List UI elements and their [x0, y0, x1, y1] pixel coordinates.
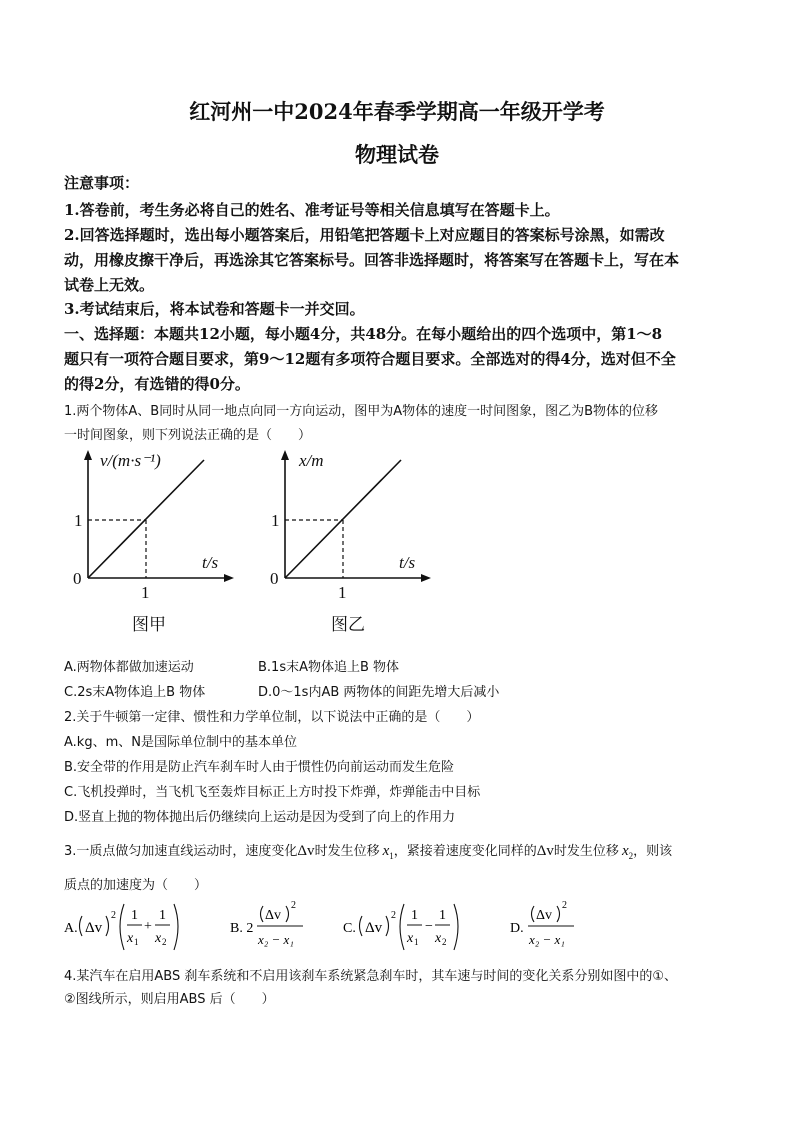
q4-stem-line-1: 4.某汽车在启用ABS 刹车系统和不启用该刹车系统紧急刹车时，其车速与时间的变化关系分别如图中的①、 — [64, 969, 678, 984]
q3-b-square: 2 — [291, 900, 296, 911]
q2-option-d: D.竖直上抛的物体抛出后仍继续向上运动是因为受到了向上的作用力 — [64, 810, 456, 825]
q1-stem-line-1: 1.两个物体A、B同时从同一地点向同一方向运动，图甲为A物体的速度一时间图象，图乙为B物体的位移 — [64, 404, 659, 419]
q3-b-den: x₂ − x₁ — [258, 932, 294, 947]
q3-a-den2: x — [155, 931, 162, 946]
q3-a-lparen — [80, 916, 83, 936]
graph-jia-x-tick: 1 — [141, 583, 150, 602]
q3-c-rparen — [386, 916, 389, 936]
q2-stem: 2.关于牛顿第一定律、惯性和力学单位制，以下说法中正确的是（ ） — [64, 710, 480, 725]
q3-a-square: 2 — [111, 910, 116, 921]
q3-stem-part-e: ，则该 — [633, 844, 673, 859]
graph-yi-line — [285, 460, 401, 578]
q3-x2 — [622, 843, 633, 859]
q3-a-den1: x — [127, 931, 134, 946]
q3-c-den1-sub: 1 — [414, 937, 419, 947]
q3-a-big-lparen — [120, 904, 124, 950]
graph-yi-x-arrow — [421, 574, 431, 582]
graph-jia-line — [88, 460, 204, 578]
notice-item-3: 3.考试结束后，将本试卷和答题卡一并交回。 — [64, 300, 365, 318]
q3-b-rparen — [286, 906, 289, 922]
section-1-line-2: 题只有一项符合题目要求，第9～12题有多项符合题目要求。全部选对的得4分，选对但不全 — [64, 350, 676, 368]
q3-x2-sub: 2 — [628, 851, 634, 861]
graph-jia — [64, 448, 244, 643]
q3-a-rparen — [106, 916, 109, 936]
graph-jia-x-arrow — [224, 574, 234, 582]
q3-stem-line-1 — [64, 840, 672, 861]
graph-jia-y-tick: 1 — [74, 511, 83, 530]
q3-c-dv: Δv — [365, 920, 383, 936]
q3-c-lparen — [360, 916, 363, 936]
q3-a-num2: 1 — [159, 908, 166, 923]
q3-c-den1: x — [407, 931, 414, 946]
notice-item-2-line-2: 动，用橡皮擦干净后，再选涂其它答案标号。回答非选择题时，将答案写在答题卡上，写在本 — [64, 251, 680, 269]
q3-dv-2: Δv — [536, 843, 554, 859]
q1-stem-line-2: 一时间图象，则下列说法正确的是（ ） — [64, 428, 312, 443]
q3-b-lparen — [261, 906, 264, 922]
q3-d-square: 2 — [562, 900, 567, 911]
graph-yi-x-label: t/s — [399, 553, 416, 572]
q3-stem-part-a: 3.一质点做匀加速直线运动时，速度变化 — [64, 844, 298, 859]
section-1-line-1: 一、选择题：本题共12小题，每小题4分，共48分。在每小题给出的四个选项中，第1～8 — [64, 325, 663, 343]
graph-jia-y-label: v/(m·s⁻¹) — [100, 451, 161, 470]
q3-option-d-label: D. — [510, 921, 524, 936]
q3-stem-line-2: 质点的加速度为（ ） — [64, 878, 208, 893]
q3-a-big-rparen — [174, 904, 178, 950]
notice-item-2-line-1: 2.回答选择题时，选出每小题答案后，用铅笔把答题卡上对应题目的答案标号涂黑，如需改 — [64, 226, 665, 244]
q3-a-plus: + — [144, 919, 152, 934]
q1-option-a: A.两物体都做加速运动 — [64, 660, 194, 675]
q3-option-c-label: C. — [343, 921, 356, 936]
notice-heading: 注意事项： — [64, 174, 140, 192]
q3-d-den: x₂ − x₁ — [529, 932, 565, 947]
q3-x1-sub: 1 — [389, 851, 394, 861]
q1-option-c: C.2s末A物体追上B 物体 — [64, 685, 206, 700]
graph-yi-y-tick: 1 — [271, 511, 280, 530]
q3-option-b-label: B. 2 — [230, 921, 254, 936]
q3-dv-1: Δv — [297, 843, 315, 859]
graph-yi-y-arrow — [281, 450, 289, 460]
section-1-line-3: 的得2分，有选错的得0分。 — [64, 375, 250, 393]
notice-item-2-line-3: 试卷上无效。 — [64, 276, 155, 294]
graph-yi-x-tick: 1 — [338, 583, 347, 602]
q2-option-a: A.kg、m、N是国际单位制中的基本单位 — [64, 735, 297, 750]
exam-title: 红河州一中2024年春季学期高一年级开学考 — [189, 99, 605, 124]
q2-option-b: B.安全带的作用是防止汽车刹车时人由于惯性仍向前运动而发生危险 — [64, 760, 455, 775]
q3-d-rparen — [557, 906, 560, 922]
graph-yi-origin: 0 — [270, 569, 279, 588]
q3-x2-var: x — [621, 843, 629, 859]
q3-c-num2: 1 — [439, 908, 446, 923]
q3-stem-part-d: 时发生位移 — [553, 844, 619, 859]
q3-a-dv: Δv — [85, 920, 103, 936]
q3-option-a-label: A. — [64, 921, 78, 936]
q3-stem-part-c: ，紧接着速度变化同样的 — [393, 844, 537, 859]
q3-options — [60, 898, 740, 958]
q1-option-d: D.0～1s内AB 两物体的间距先增大后减小 — [258, 685, 500, 700]
q3-x1 — [383, 843, 394, 859]
q3-c-big-lparen — [400, 904, 404, 950]
graph-jia-y-arrow — [84, 450, 92, 460]
q3-a-den2-sub: 2 — [162, 937, 167, 947]
q3-c-square: 2 — [391, 910, 396, 921]
q3-c-den2-sub: 2 — [442, 937, 447, 947]
graph-yi-caption: 图乙 — [331, 615, 365, 635]
q3-b-dv: Δv — [265, 908, 282, 923]
graph-jia-origin: 0 — [73, 569, 82, 588]
q3-d-dv: Δv — [536, 908, 553, 923]
q3-c-minus: − — [425, 919, 433, 934]
q2-option-c: C.飞机投弹时，当飞机飞至轰炸目标正上方时投下炸弹，炸弹能击中目标 — [64, 785, 481, 800]
subject-title: 物理试卷 — [355, 142, 439, 167]
graph-jia-caption: 图甲 — [132, 615, 166, 635]
q4-stem-line-2: ②图线所示，则启用ABS 后（ ） — [64, 992, 275, 1007]
graph-yi — [261, 448, 441, 643]
graph-jia-x-label: t/s — [202, 553, 219, 572]
q3-x1-var: x — [382, 843, 390, 859]
q3-c-den2: x — [435, 931, 442, 946]
graph-yi-y-label: x/m — [299, 451, 324, 470]
q3-c-num1: 1 — [411, 908, 418, 923]
q3-a-num1: 1 — [131, 908, 138, 923]
q3-c-big-rparen — [454, 904, 458, 950]
q3-d-lparen — [532, 906, 535, 922]
q1-option-b: B.1s末A物体追上B 物体 — [258, 660, 400, 675]
q3-a-den1-sub: 1 — [134, 937, 139, 947]
q3-stem-part-b: 时发生位移 — [314, 844, 380, 859]
notice-item-1: 1.答卷前，考生务必将自己的姓名、准考证号等相关信息填写在答题卡上。 — [64, 201, 560, 219]
